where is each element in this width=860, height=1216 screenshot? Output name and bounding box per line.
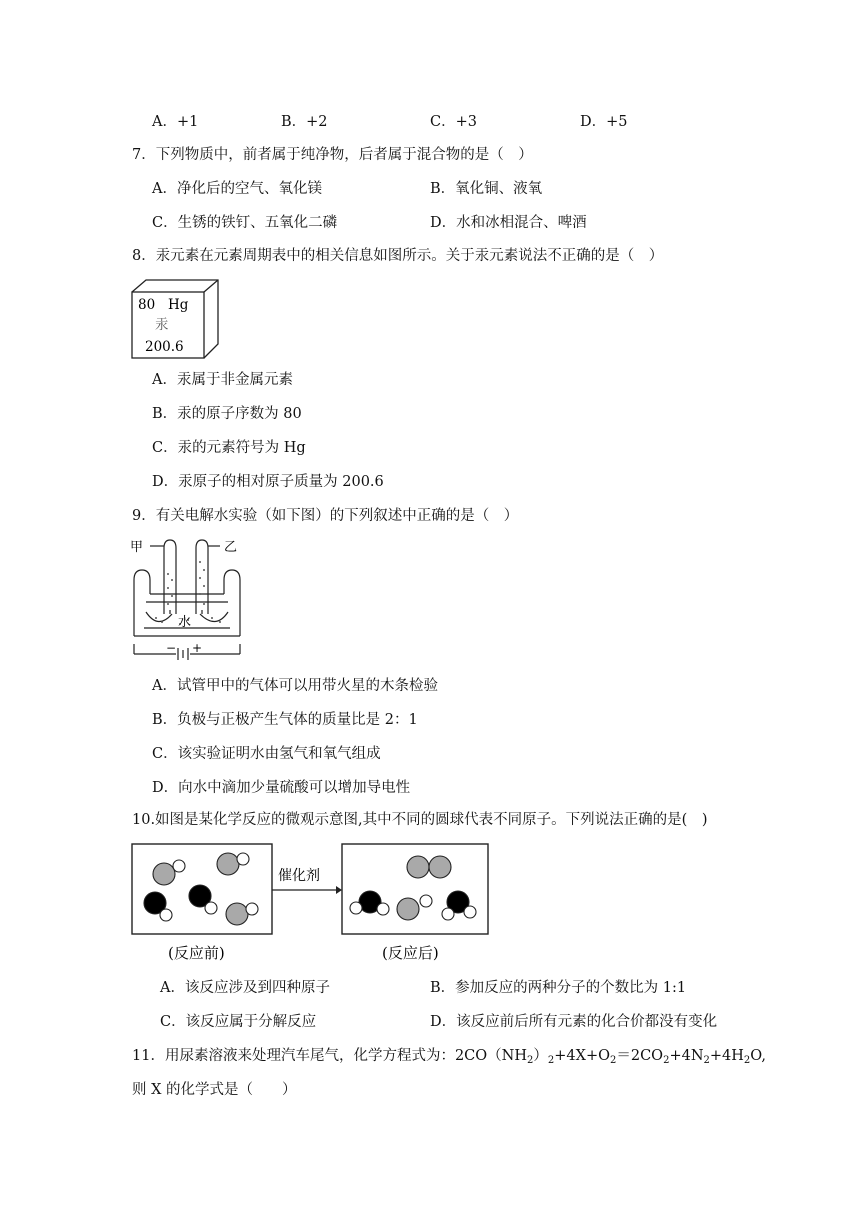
q11-stem-text: O,: [750, 1048, 766, 1064]
option-text: +5: [606, 114, 628, 130]
element-mass: 200.6: [145, 339, 184, 355]
q8-stem: 8．汞元素在元素周期表中的相关信息如图所示。关于汞元素说法不正确的是（ ）: [132, 248, 664, 264]
electrolysis-apparatus-figure: [128, 534, 248, 664]
q6-option-a: [152, 112, 198, 132]
q9-stem: 9．有关电解水实验（如下图）的下列叙述中正确的是（ ）: [132, 508, 519, 524]
subscript: 2: [663, 1055, 670, 1066]
q11-stem-text: +4N: [669, 1048, 704, 1064]
option-text: 汞的元素符号为 Hg: [177, 440, 306, 456]
option-letter: B．: [152, 712, 178, 728]
q7-option-c: [152, 213, 337, 233]
option-letter: D．: [580, 114, 607, 130]
before-label: (反应前): [168, 944, 225, 962]
q10-option-d: [430, 1012, 717, 1032]
element-symbol: Hg: [168, 297, 189, 313]
option-letter: D．: [152, 780, 179, 796]
q6-option-d: [580, 112, 628, 132]
tube-a-label: 甲: [130, 540, 144, 555]
option-letter: C．: [430, 114, 456, 130]
q11-stem: [132, 1046, 766, 1066]
option-text: 该反应属于分解反应: [185, 1014, 317, 1030]
q6-option-c: [430, 112, 477, 132]
option-text: 该反应前后所有元素的化合价都没有变化: [456, 1014, 718, 1030]
q8-option-a: [152, 370, 293, 390]
option-text: 该实验证明水由氢气和氧气组成: [177, 746, 381, 762]
option-letter: B．: [152, 406, 178, 422]
option-text: +1: [176, 114, 199, 130]
option-text: 负极与正极产生气体的质量比是 2：1: [177, 712, 418, 728]
subscript: 2: [547, 1055, 555, 1066]
option-text: +2: [306, 114, 328, 130]
positive-terminal-label: +: [192, 641, 203, 655]
element-number: 80: [138, 297, 156, 313]
q11-stem-text: +4H: [709, 1048, 744, 1064]
q9-option-c: [152, 744, 381, 764]
option-text: 氧化铜、液氧: [455, 181, 543, 197]
tube-b-label: 乙: [224, 540, 238, 555]
q7-stem: 7．下列物质中，前者属于纯净物，后者属于混合物的是（ ）: [132, 147, 533, 163]
subscript: 2: [609, 1055, 617, 1066]
q9-option-b: [152, 710, 418, 730]
catalyst-label: 催化剂: [278, 868, 320, 884]
q10-option-b: [430, 978, 686, 998]
option-text: 汞属于非金属元素: [176, 372, 293, 388]
q11-stem-text: 11．用尿素溶液来处理汽车尾气，化学方程式为：2CO（NH: [132, 1048, 527, 1064]
q11-stem-text: ）: [533, 1048, 548, 1064]
subscript: 2: [527, 1055, 534, 1066]
q6-option-b: [281, 112, 328, 132]
option-text: 生锈的铁钉、五氧化二磷: [177, 215, 338, 231]
q9-option-d: [152, 778, 410, 798]
q10-option-c: [160, 1012, 316, 1032]
option-letter: A．: [152, 372, 177, 388]
option-text: +3: [455, 114, 477, 130]
option-letter: A．: [152, 114, 177, 130]
option-text: 汞的原子序数为 80: [177, 406, 302, 422]
q11-stem-text: +4X+O: [554, 1048, 610, 1064]
option-text: 向水中滴加少量硫酸可以增加导电性: [178, 780, 411, 796]
option-text: 汞原子的相对原子质量为 200.6: [178, 474, 384, 490]
q7-option-b: [430, 179, 542, 199]
option-letter: D．: [152, 474, 179, 490]
option-letter: A．: [152, 678, 177, 694]
q7-option-d: [430, 213, 587, 233]
q11-stem-line2: 则 X 的化学式是（ ）: [132, 1082, 297, 1098]
option-letter: A．: [152, 181, 177, 197]
after-label: (反应后): [382, 944, 439, 962]
option-text: 参加反应的两种分子的个数比为 1:1: [455, 980, 687, 996]
q10-option-a: [160, 978, 330, 998]
option-text: 试管甲中的气体可以用带火星的木条检验: [176, 678, 438, 694]
option-text: 净化后的空气、氧化镁: [176, 181, 322, 197]
q9-option-a: [152, 676, 438, 696]
option-letter: D．: [430, 215, 457, 231]
option-letter: C．: [160, 1014, 186, 1030]
element-name: 汞: [155, 317, 169, 333]
option-letter: A．: [160, 980, 185, 996]
water-label: 水: [178, 615, 192, 630]
option-letter: C．: [152, 215, 178, 231]
option-letter: C．: [152, 746, 178, 762]
negative-terminal-label: −: [166, 641, 177, 655]
reaction-micro-diagram: [130, 842, 494, 966]
subscript: 2: [703, 1055, 710, 1066]
option-text: 水和冰相混合、啤酒: [456, 215, 587, 231]
option-letter: B．: [430, 181, 456, 197]
q8-option-c: [152, 438, 306, 458]
q8-option-d: [152, 472, 384, 492]
option-letter: B．: [430, 980, 456, 996]
subscript: 2: [743, 1055, 751, 1066]
q11-stem-text: ＝2CO: [616, 1048, 664, 1064]
q7-option-a: [152, 179, 322, 199]
option-letter: C．: [152, 440, 178, 456]
q10-stem: 10.如图是某化学反应的微观示意图,其中不同的圆球代表不同原子。下列说法正确的是( ): [132, 812, 708, 828]
periodic-table-cell-figure: [130, 278, 220, 360]
option-letter: B．: [281, 114, 307, 130]
q8-option-b: [152, 404, 302, 424]
option-letter: D．: [430, 1014, 457, 1030]
option-text: 该反应涉及到四种原子: [184, 980, 330, 996]
